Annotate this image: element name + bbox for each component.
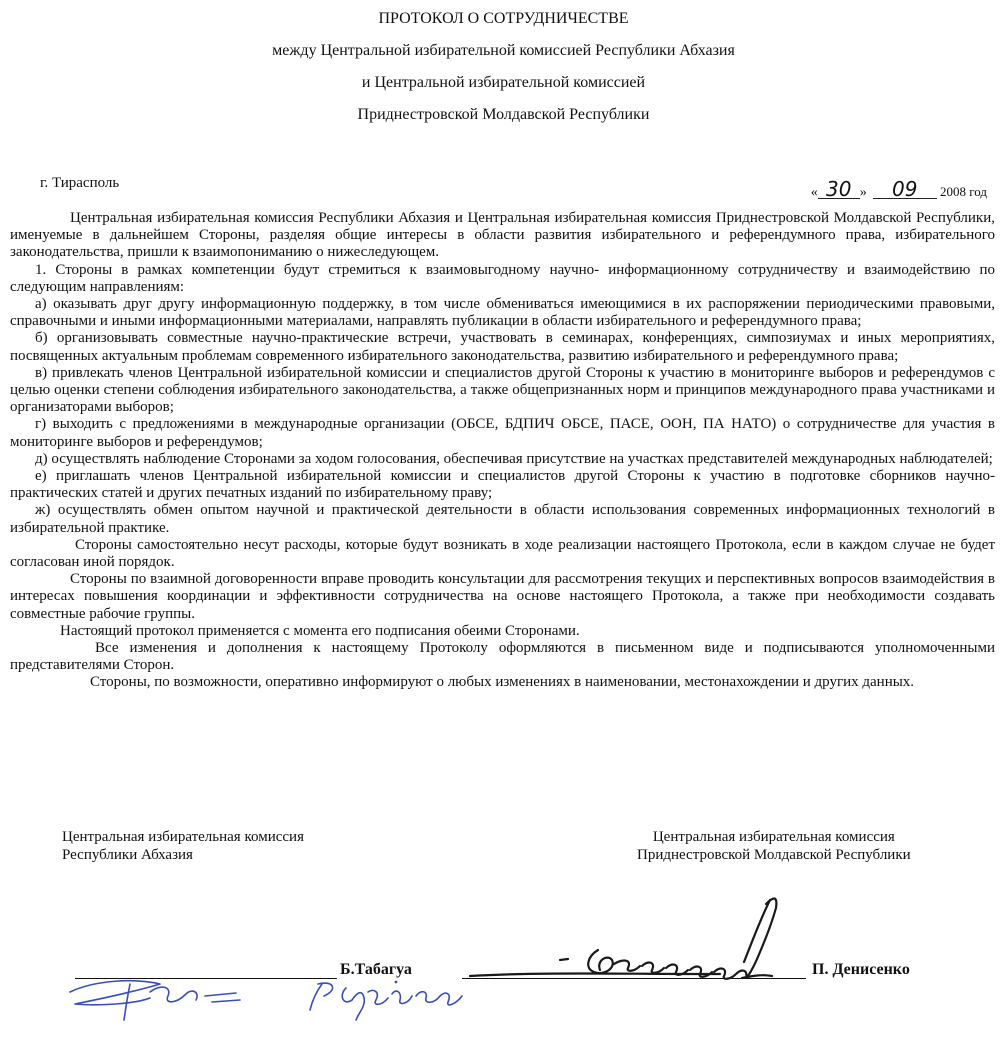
header-line-3: Приднестровской Молдавской Республики [357,106,650,123]
left-org-line-1: Центральная избирательная комиссия [62,829,304,845]
left-signatory-name: Б.Табагуа [340,961,412,978]
document-title: ПРОТОКОЛ О СОТРУДНИЧЕСТВЕ [378,10,629,27]
list-item-g: г) выходить с предложениями в международные организации (ОБСЕ, БДПИЧ ОБСЕ, ПАСЕ, ООН, ПА НАТО) о сотрудничестве для участия в мониторинге выборов и референдумов; [10,416,995,450]
right-handwritten-signature [470,899,776,979]
handwritten-signatures [0,880,1007,1046]
list-item-e: е) приглашать членов Центральной избирательной комиссии и специалистов другой Стороны к участию в подготовке сборников научно-практических статей и других печатных изданий по избирательному праву; [10,468,995,502]
date-month: 09 [873,180,937,199]
paragraph-consultations: Стороны по взаимной договоренности вправе проводить консультации для рассмотрения текущих и перспективных вопросов взаимодействия в интересах повышения координации и эффективности сотрудничества на основе настоящего Протокола, а также при необходимости создавать совместные рабочие группы. [10,571,995,622]
list-item-v: в) привлекать членов Центральной избирательной комиссии и специалистов другой Стороны к участию в мониторинге выборов и референдумов с целью оценки степени соблюдения избирательного законодательства, а также общепризнанных норм и принципов международного права участниками и организаторами выборов; [10,364,995,416]
right-org-line-2: Приднестровской Молдавской Республики [637,847,911,863]
header-line-1: между Центральной избирательной комиссией Республики Абхазия [272,42,735,59]
paragraph-amendments: Все изменения и дополнения к настоящему Протоколу оформляются в письменном виде и подписываются уполномоченными представителями Сторон. [10,640,995,674]
date-close-quote: » [859,185,867,200]
date-year: 2008 год [940,184,987,199]
left-handwritten-signature [70,981,462,1020]
list-item-a: а) оказывать друг другу информационную поддержку, в том числе обмениваться имеющимися в их распоряжении периодическими правовыми, справочными и иными информационными материалами, направлять публикации в области избирательного и референдумного права; [10,296,995,330]
paragraph-notifications: Стороны, по возможности, оперативно информируют о любых изменениях в наименовании, местонахождении и других данных. [90,674,915,691]
date-day: 30 [818,180,860,199]
right-org-line-1: Центральная избирательная комиссия [652,829,895,845]
right-signatory-name: П. Денисенко [812,961,910,978]
paragraph-expenses: Стороны самостоятельно несут расходы, которые будут возникать в ходе реализации настоящего Протокола, если в каждом случае не будет согласован иной порядок. [10,536,995,571]
right-signatory-org [637,828,911,864]
place: г. Тирасполь [40,175,120,191]
left-signatory-org [62,828,304,864]
date-open-quote: « [810,185,818,200]
document-body [10,210,995,692]
list-item-zh: ж) осуществлять обмен опытом научной и практической деятельности в области использования современных информационных технологий в избирательной практике. [10,502,995,536]
paragraph-effect: Настоящий протокол применяется с момента его подписания обеими Сторонами. [60,622,580,639]
document-header [0,8,1007,136]
header-line-2: и Центральной избирательной комиссией [361,74,646,91]
list-item-b: б) организовывать совместные научно-практические встречи, участвовать в семинарах, конференциях, симпозиумах и иных мероприятиях, посвященных актуальным проблемам современного избирательного законодательства, развитию избирательного и референдумного права; [10,330,995,364]
list-item-d: д) осуществлять наблюдение Сторонами за ходом голосования, обеспечивая присутствие на участках представителей международных наблюдателей; [35,450,993,467]
left-org-line-2: Республики Абхазия [62,847,193,863]
document-date [810,177,987,201]
paragraph-preamble: Центральная избирательная комиссия Республики Абхазия и Центральная избирательная комиссия Приднестровской Молдавской Республики, именуемые в дальнейшем Стороны, разделяя общие интересы в области развития избирательного и референдумного права, избирательного законодательства, пришли к взаимопониманию о нижеследующем. [10,210,995,261]
paragraph-clause-1: 1. Стороны в рамках компетенции будут стремиться к взаимовыгодному научно- информационному сотрудничеству и взаимодействию по следующим направлениям: [10,261,995,295]
